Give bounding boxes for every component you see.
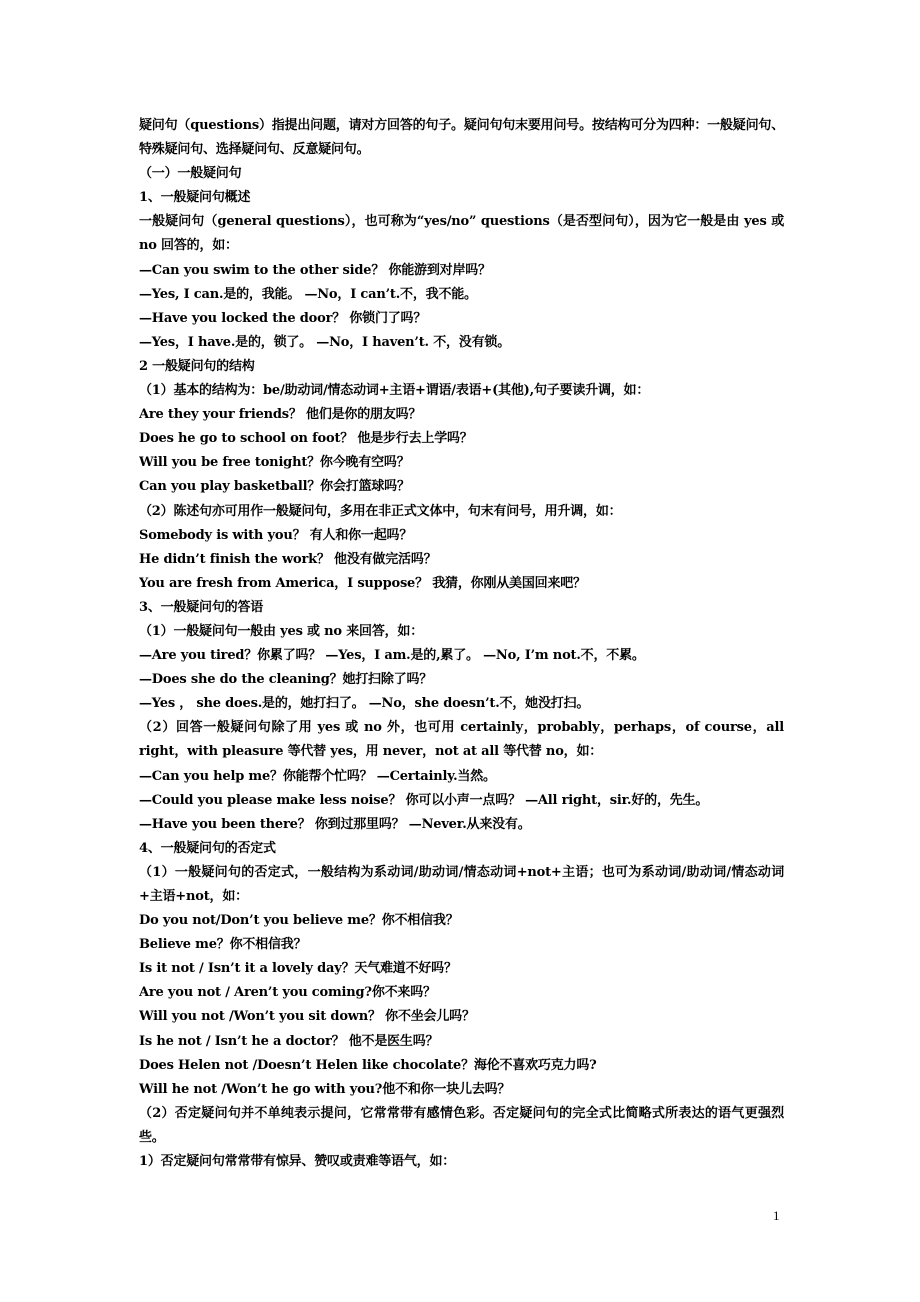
text-line: 3、一般疑问句的答语 <box>139 599 264 615</box>
text-line: 疑问句（questions）指提出问题，请对方回答的句子。疑问句句末要用问号。按结构可分为四种：一般疑问句、特殊疑问句、选择疑问句、反意疑问句。 <box>139 118 784 158</box>
text-line: 一般疑问句（general questions），也可称为“yes/no” questions（是否型问句），因为它一般是由 yes 或 no 回答的，如： <box>139 214 784 254</box>
document-body <box>139 114 784 1174</box>
text-line: （2）否定疑问句并不单纯表示提问，它常常带有感情色彩。否定疑问句的完全式比简略式所表达的语气更强烈些。 <box>139 1105 784 1145</box>
text-line: （1）基本的结构为：be/助动词/情态动词+主语+谓语/表语+(其他),句子要读升调，如： <box>139 383 650 399</box>
page-number: 1 <box>773 1208 780 1223</box>
text-line: Are they your friends？ 他们是你的朋友吗？ <box>139 407 422 423</box>
text-line: 2 一般疑问句的结构 <box>139 358 255 374</box>
text-line: —Yes，I have.是的，锁了。 —No，I haven’t. 不，没有锁。 <box>139 334 510 350</box>
text-line: Is he not / Isn’t he a doctor？ 他不是医生吗？ <box>139 1033 439 1049</box>
text-line: Somebody is with you？ 有人和你一起吗？ <box>139 527 413 543</box>
text-line: —Can you swim to the other side？ 你能游到对岸吗？ <box>139 262 491 278</box>
text-line: —Yes ， she does.是的，她打扫了。 —No，she doesn’t.不，她没打扫。 <box>139 696 590 712</box>
text-line: （1）一般疑问句一般由 yes 或 no 来回答，如： <box>139 623 424 639</box>
text-line: Is it not / Isn’t it a lovely day？天气难道不好吗？ <box>139 961 457 977</box>
text-line: He didn’t finish the work？ 他没有做完活吗？ <box>139 551 437 567</box>
text-line: 4、一般疑问句的否定式 <box>139 840 276 856</box>
text-line: Does he go to school on foot？ 他是步行去上学吗？ <box>139 431 473 447</box>
text-line: （1）一般疑问句的否定式，一般结构为系动词/助动词/情态动词+not+主语；也可为系动词/助动词/情态动词+主语+not，如： <box>139 864 784 904</box>
text-line: 1、一般疑问句概述 <box>139 190 251 206</box>
text-line: 1）否定疑问句常常带有惊异、赞叹或责难等语气，如： <box>139 1154 456 1170</box>
text-line: —Can you help me？你能帮个忙吗？ —Certainly.当然。 <box>139 768 496 784</box>
text-line: —Have you been there？ 你到过那里吗？ —Never.从来没有。 <box>139 816 531 832</box>
text-line: （2）回答一般疑问句除了用 yes 或 no 外，也可用 certainly，probably，perhaps，of course，all right，with pleasure 等代替 yes，用 never，not at all 等代替 no，如： <box>139 720 784 760</box>
text-line: —Does she do the cleaning？她打扫除了吗？ <box>139 672 433 688</box>
text-line: （一）一般疑问句 <box>139 166 242 182</box>
text-line: Are you not / Aren’t you coming?你不来吗？ <box>139 985 436 1001</box>
text-line: Believe me？你不相信我？ <box>139 937 307 953</box>
text-line: Will he not /Won’t he go with you?他不和你一块儿去吗？ <box>139 1081 511 1097</box>
text-line: （2）陈述句亦可用作一般疑问句，多用在非正式文体中，句末有问号，用升调，如： <box>139 503 622 519</box>
text-line: Can you play basketball？你会打篮球吗？ <box>139 479 410 495</box>
text-line: Will you be free tonight？你今晚有空吗？ <box>139 455 410 471</box>
text-line: Will you not /Won’t you sit down？ 你不坐会儿吗？ <box>139 1009 475 1025</box>
text-line: —Could you please make less noise？ 你可以小声一点吗？ —All right，sir.好的，先生。 <box>139 792 709 808</box>
text-line: You are fresh from America，I suppose？ 我猜，你刚从美国回来吧？ <box>139 575 586 591</box>
text-line: —Are you tired？你累了吗？ —Yes，I am.是的,累了。 —No, I’m not.不，不累。 <box>139 648 645 664</box>
text-line: —Have you locked the door？ 你锁门了吗？ <box>139 310 427 326</box>
text-line: Does Helen not /Doesn’t Helen like chocolate？海伦不喜欢巧克力吗? <box>139 1057 597 1073</box>
text-line: Do you not/Don’t you believe me？你不相信我？ <box>139 913 459 929</box>
text-line: —Yes, I can.是的，我能。 —No，I can’t.不，我不能。 <box>139 286 477 302</box>
